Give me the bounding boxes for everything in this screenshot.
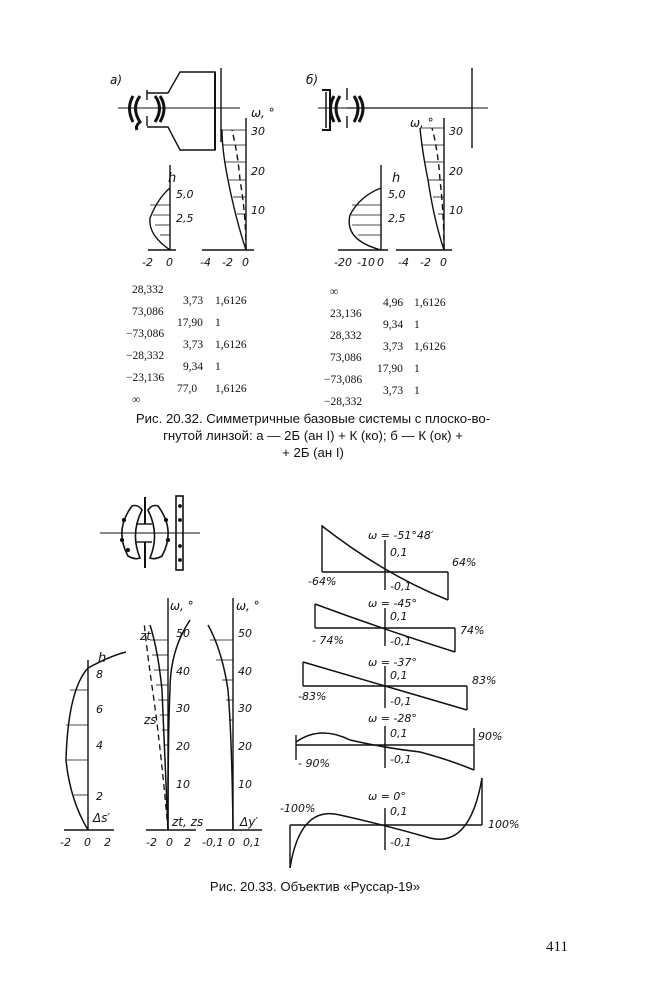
table-row: 9,34: [183, 361, 204, 373]
ray-fan-up: 0,1: [390, 669, 408, 682]
ray-fan-down: -0,1: [390, 635, 412, 648]
ray-fan-omega: ω = -37°: [368, 656, 417, 669]
fig-b-omega-tick: 10: [449, 204, 463, 217]
table-row: 3,73: [183, 295, 204, 307]
fig-b-omega-label: ω, °: [410, 116, 434, 130]
fig-b-h-tick: 5,0: [388, 188, 406, 201]
fig-a-x-tick: -4: [200, 256, 211, 269]
table-row: 73,086: [132, 306, 164, 318]
table-row: 73,086: [330, 352, 362, 364]
ray-fan-left-pct: -64%: [308, 575, 337, 588]
table-row: −73,086: [126, 328, 165, 340]
fig-b-label: б): [306, 73, 319, 87]
caption-line: Рис. 20.32. Симметричные базовые системы с плоско-во-: [135, 411, 491, 426]
table-row: 1,6126: [215, 295, 247, 307]
table-row: 77,0: [177, 383, 198, 395]
fig-b-h-label: h: [392, 171, 401, 186]
table-row: 1: [414, 363, 420, 375]
fig-a-omega-label: ω, °: [251, 106, 275, 120]
table-row: 23,136: [330, 308, 362, 320]
fig-a-h-label: h: [168, 171, 177, 186]
table-row: −23,136: [126, 372, 165, 384]
fig-c-omega-tick: 10: [238, 778, 252, 791]
table-row: −28,332: [126, 350, 165, 362]
ray-fan-right-pct: 64%: [452, 556, 477, 569]
ray-fan-omega: ω = -45°: [368, 597, 417, 610]
table-row: 1: [215, 317, 221, 329]
fig-c-omega-tick: 30: [238, 702, 252, 715]
figure-caption-20-32: [108, 410, 518, 461]
fig-c-ds-tick: 0: [84, 836, 91, 849]
fig-a-astigmatism-graph: [202, 118, 254, 250]
caption-line: гнутой линзой: а — 2Б (ан I) + К (ко); б — К (ок) +: [163, 428, 463, 443]
table-row: 17,90: [377, 363, 403, 375]
table-row: ∞: [132, 394, 141, 406]
ray-fan-right-pct: 83%: [472, 674, 497, 687]
caption-line: + 2Б (ан I): [282, 445, 344, 460]
fig-a-omega-tick: 10: [251, 204, 265, 217]
table-row: 1,6126: [414, 341, 446, 353]
fig-c-omega-tick: 50: [176, 627, 190, 640]
fig-c-omega-label: ω, °: [170, 599, 194, 613]
fig-c-ds-tick: -2: [60, 836, 71, 849]
table-row: 3,73: [383, 385, 404, 397]
fig-b-x-tick: -4: [398, 256, 409, 269]
fig-c-zt-label: zt: [140, 629, 152, 643]
fig-c-ds-label: Δs′: [93, 811, 111, 825]
ray-fan-right-pct: 90%: [478, 730, 503, 743]
table-row: ∞: [330, 286, 339, 298]
ray-fan-right-pct: 100%: [488, 818, 520, 831]
table-row: 1,6126: [215, 383, 247, 395]
fig-b-x-tick: 0: [377, 256, 384, 269]
ray-fan-left-pct: - 74%: [312, 634, 344, 647]
table-row: 4,96: [383, 297, 404, 309]
table-row: −73,086: [324, 374, 363, 386]
ray-fan-right-pct: 74%: [460, 624, 485, 637]
fig-c-h-tick: 8: [96, 668, 103, 681]
ray-fan-down: -0,1: [390, 836, 412, 849]
table-row: 17,90: [177, 317, 203, 329]
fig-b-h-tick: 2,5: [388, 212, 406, 225]
fig-c-omega-tick: 40: [238, 665, 252, 678]
fig-b-x-tick: -2: [420, 256, 431, 269]
figure-caption-20-33: [150, 878, 480, 895]
fig-c-dist-tick: 0: [228, 836, 235, 849]
fig-c-zs-label: zs: [144, 713, 157, 727]
fig-c-astig-tick: 0: [166, 836, 173, 849]
fig-c-dy-label: Δy′: [240, 815, 259, 829]
ray-fan-3: [303, 662, 467, 710]
fig-c-omega-tick: 20: [238, 740, 252, 753]
table-row: 1,6126: [215, 339, 247, 351]
fig-c-ds-tick: 2: [104, 836, 111, 849]
table-row: 9,34: [383, 319, 404, 331]
fig-c-h-tick: 2: [96, 790, 103, 803]
fig-c-astig-tick: -2: [146, 836, 157, 849]
fig-c-omega-tick: 10: [176, 778, 190, 791]
table-row: 1: [215, 361, 221, 373]
fig-c-zt-zs-axis-label: zt, zs: [172, 815, 204, 829]
table-row: 1: [414, 319, 420, 331]
fig-a-h-tick: 2,5: [176, 212, 194, 225]
fig-b-omega-tick: 30: [449, 125, 463, 138]
fig-a-x-tick: -2: [222, 256, 233, 269]
ray-fan-left-pct: - 90%: [298, 757, 330, 770]
table-row: 28,332: [330, 330, 362, 342]
fig-c-lens-schematic: [100, 496, 200, 570]
fig-c-omega-tick: 30: [176, 702, 190, 715]
fig-a-h-tick: 5,0: [176, 188, 194, 201]
fig-c-omega-tick: 20: [176, 740, 190, 753]
ray-fan-up: 0,1: [390, 805, 408, 818]
fig-b-height-graph: [338, 165, 388, 250]
ray-fan-left-pct: -83%: [298, 690, 327, 703]
fig-a-x-tick: 0: [242, 256, 249, 269]
fig-b-astigmatism-graph: [396, 118, 452, 250]
ray-fan-up: 0,1: [390, 546, 408, 559]
fig-a-x-tick: -2: [142, 256, 153, 269]
fig-c-omega-label: ω, °: [236, 599, 260, 613]
fig-c-dist-tick: 0,1: [243, 836, 261, 849]
fig-a-x-tick: 0: [166, 256, 173, 269]
ray-fan-up: 0,1: [390, 727, 408, 740]
fig-c-omega-tick: 40: [176, 665, 190, 678]
fig-c-spherical-aberration-graph: [64, 652, 126, 830]
table-row: 1: [414, 385, 420, 397]
fig-b-x-tick: -10: [357, 256, 375, 269]
ray-fan-down: -0,1: [390, 753, 412, 766]
ray-fan-down: -0,1: [390, 580, 412, 593]
fig-c-h-label: h: [98, 651, 107, 666]
ray-fan-omega: ω = -51°48′: [368, 529, 434, 542]
ray-fan-up: 0,1: [390, 610, 408, 623]
fig-a-label: а): [110, 73, 123, 87]
fig-b-omega-tick: 20: [449, 165, 463, 178]
ray-fan-omega: ω = -28°: [368, 712, 417, 725]
fig-a-omega-tick: 20: [251, 165, 265, 178]
fig-c-dist-tick: -0,1: [202, 836, 224, 849]
ray-fan-omega: ω = 0°: [368, 790, 406, 803]
table-row: 1,6126: [414, 297, 446, 309]
fig-c-astig-tick: 2: [184, 836, 191, 849]
table-row: 28,332: [132, 284, 164, 296]
fig-c-distortion-graph: [206, 598, 262, 830]
table-row: 3,73: [383, 341, 404, 353]
fig-a-omega-tick: 30: [251, 125, 265, 138]
table-row: 3,73: [183, 339, 204, 351]
fig-c-h-tick: 6: [96, 703, 103, 716]
ray-fan-left-pct: -100%: [280, 802, 316, 815]
ray-fan-down: -0,1: [390, 695, 412, 708]
caption-line: Рис. 20.33. Объектив «Руссар-19»: [209, 879, 421, 894]
page-number: 411: [546, 939, 568, 955]
fig-b-x-tick: -20: [334, 256, 352, 269]
table-row: −28,332: [324, 396, 363, 408]
fig-c-h-tick: 4: [96, 739, 103, 752]
fig-b-x-tick: 0: [440, 256, 447, 269]
fig-c-omega-tick: 50: [238, 627, 252, 640]
